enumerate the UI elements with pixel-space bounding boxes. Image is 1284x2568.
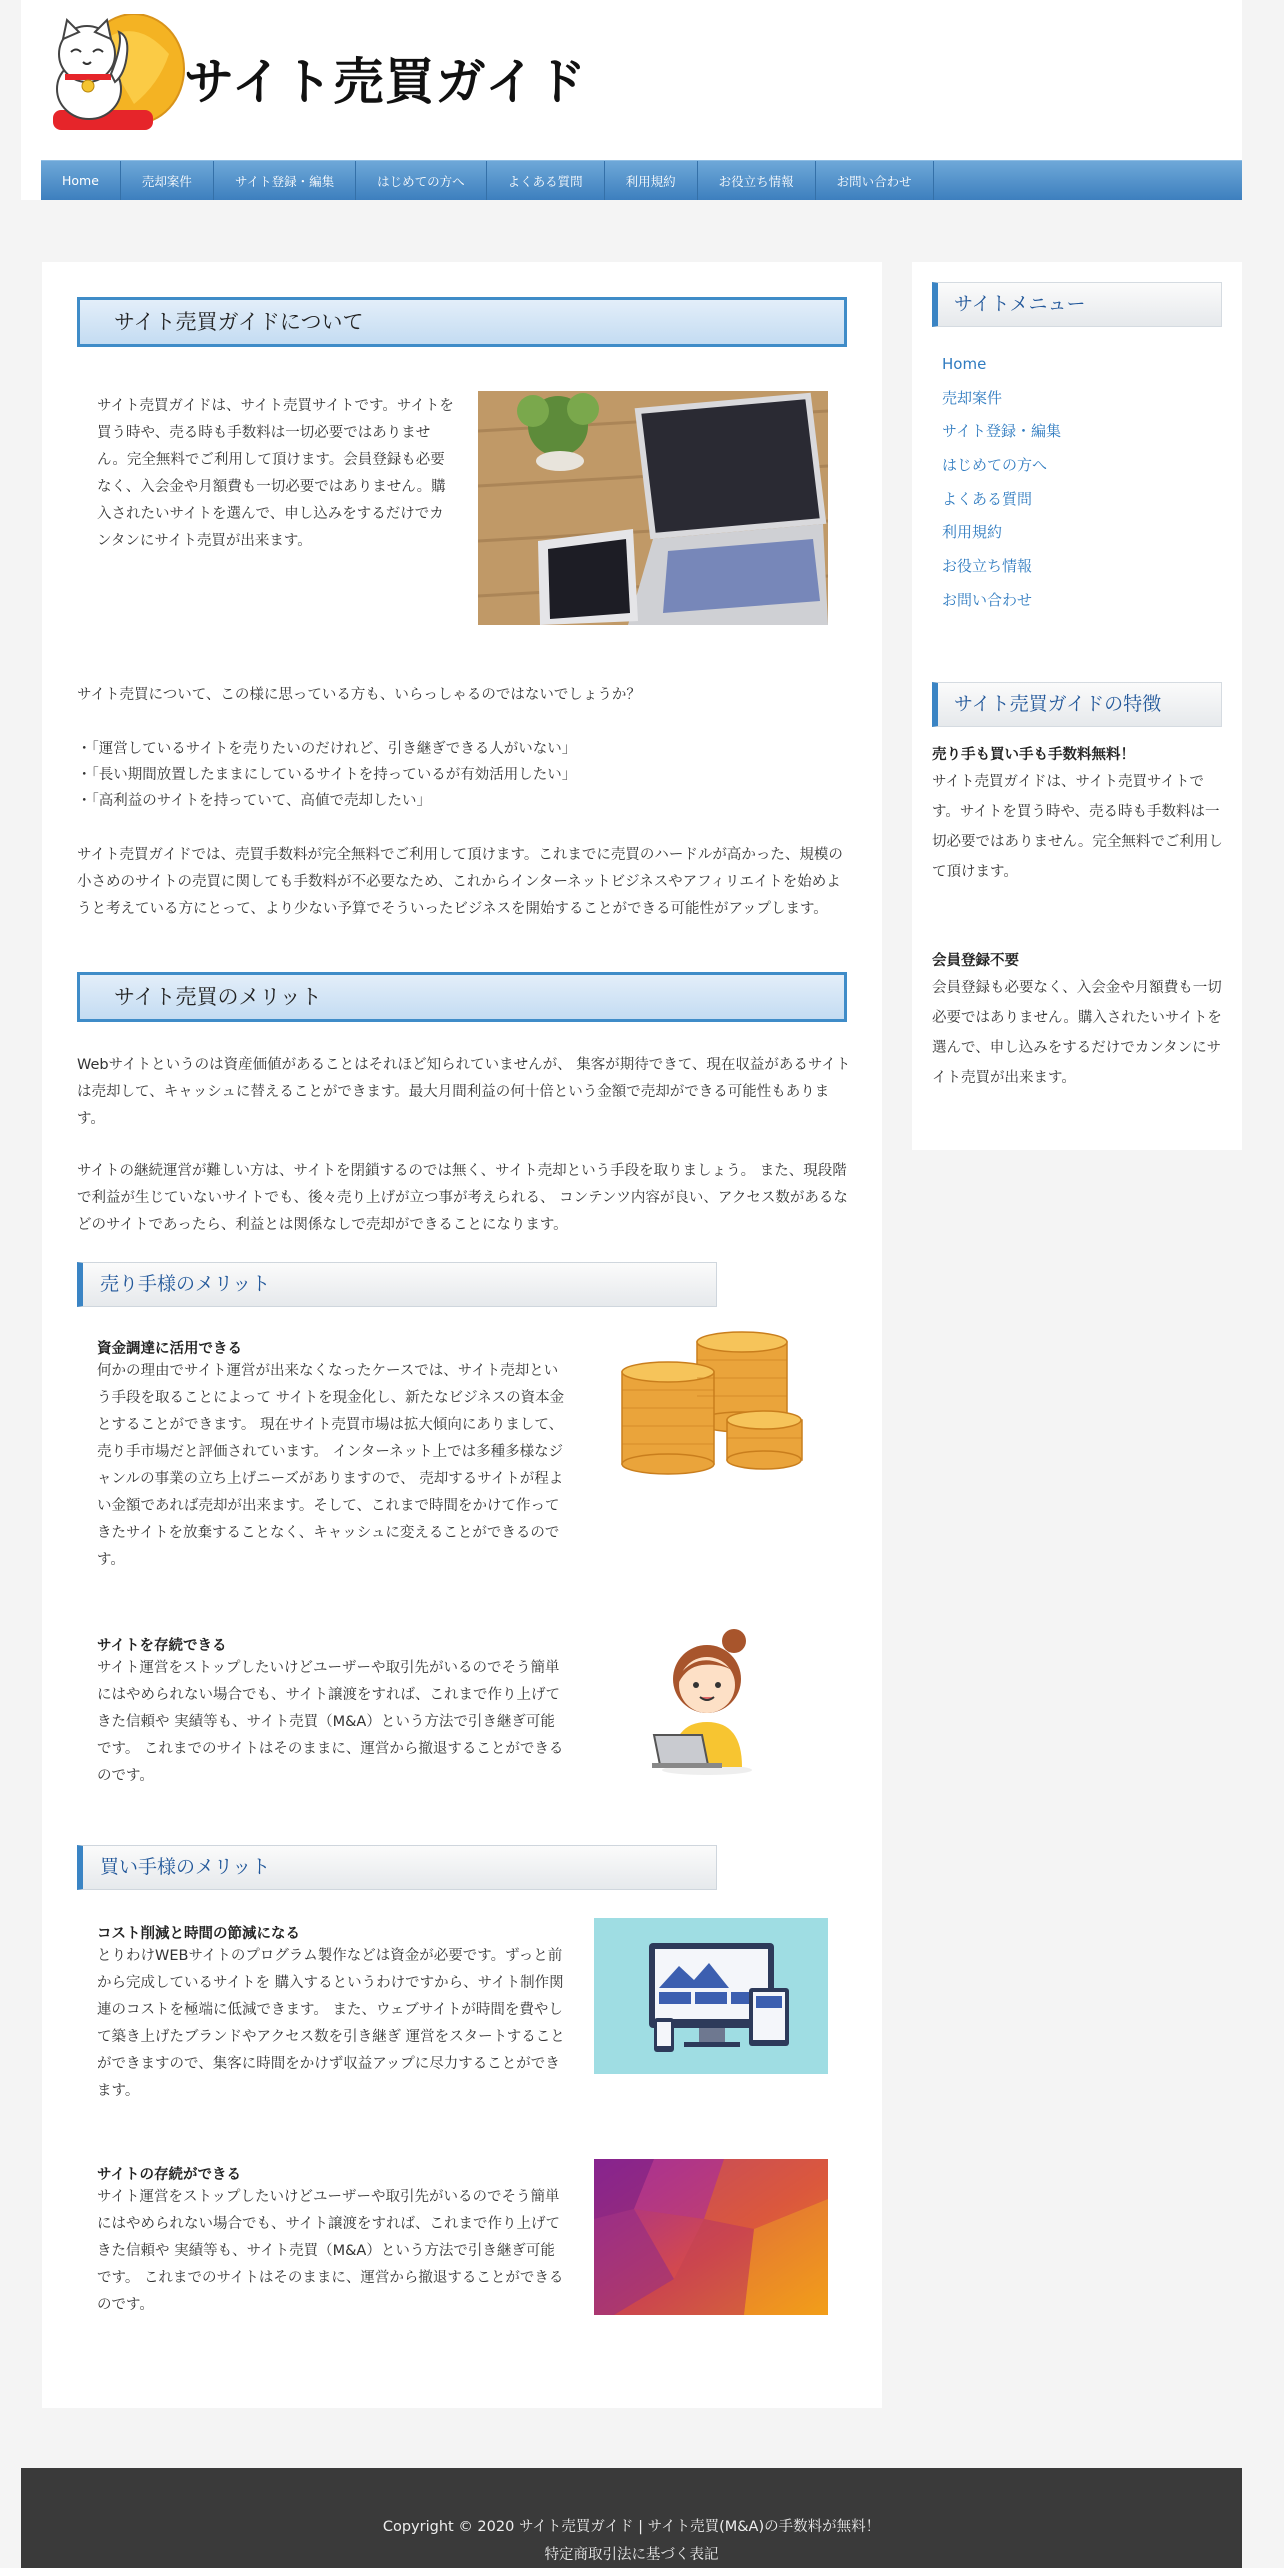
nav-item-contact[interactable]: お問い合わせ bbox=[816, 161, 934, 200]
woman-laptop-illustration bbox=[642, 1627, 772, 1777]
merit-heading: サイト売買のメリット bbox=[77, 972, 847, 1022]
sidebar-item-terms[interactable]: 利用規約 bbox=[942, 523, 1003, 542]
question-text: サイト売買について、この様に思っている方も、いらっしゃるのではないでしょうか？ bbox=[77, 687, 641, 703]
buyer-item-text: サイト運営をストップしたいけどユーザーや取引先がいるのでそう簡単にはやめられない場合でも、サイト譲渡をすれば、これまで作り上げてきた信頼や 実績等も、サイト売買（M&A）という方法で引き継ぎ可能です。 これまでのサイトはそのままに、運営から撤退することができるのです。 bbox=[97, 2189, 564, 2313]
seller-item-title: サイトを存続できる bbox=[97, 1638, 227, 1654]
feature-title: 会員登録不要 bbox=[932, 953, 1019, 969]
sidebar-item-tips[interactable]: お役立ち情報 bbox=[942, 557, 1033, 576]
sidebar-menu bbox=[942, 348, 1061, 618]
responsive-devices-illustration bbox=[594, 1918, 828, 2074]
about-text: サイト売買ガイドは、サイト売買サイトです。サイトを買う時や、売る時も手数料は一切必要ではありません。完全無料でご利用して頂けます。会員登録も必要なく、入会金や月額費も一切必要ではありません。購入されたいサイトを選んで、申し込みをするだけでカンタンにサイト売買が出来ます。 bbox=[97, 398, 454, 549]
feature-text: サイト売買ガイドは、サイト売買サイトです。サイトを買う時や、売る時も手数料は一切必要ではありません。完全無料でご利用して頂けます。 bbox=[932, 774, 1223, 880]
nav-item-home[interactable]: Home bbox=[41, 161, 121, 200]
global-nav bbox=[41, 160, 1242, 200]
maneki-neko-icon bbox=[39, 14, 189, 134]
sidebar-feature-heading: サイト売買ガイドの特徴 bbox=[932, 682, 1222, 727]
sidebar-item-listings[interactable]: 売却案件 bbox=[942, 388, 1003, 407]
nav-item-register[interactable]: サイト登録・編集 bbox=[214, 161, 356, 200]
intro-text: サイト売買ガイドでは、売買手数料が完全無料でご利用して頂けます。これまでに売買のハードルが高かった、規模の小さめのサイトの売買に関しても手数料が不必要なため、これからインターネットビジネスやアフィリエイトを始めようと考えている方にとって、より少ない予算でそういったビジネスを開始することができる可能性がアップします。 bbox=[77, 847, 843, 917]
seller-item-title: 資金調達に活用できる bbox=[97, 1341, 242, 1357]
nav-item-listings[interactable]: 売却案件 bbox=[121, 161, 214, 200]
about-heading: サイト売買ガイドについて bbox=[77, 297, 847, 347]
sidebar-menu-heading: サイトメニュー bbox=[932, 282, 1222, 327]
site-logo[interactable] bbox=[39, 14, 599, 134]
sidebar-item-contact[interactable]: お問い合わせ bbox=[942, 590, 1033, 609]
site-header bbox=[21, 0, 1242, 200]
merit-paragraph-2: サイトの継続運営が難しい方は、サイトを閉鎖するのでは無く、サイト売却という手段を取りましょう。 また、現段階で利益が生じていないサイトでも、後々売り上げが立つ事が考えられる、 コンテンツ内容が良い、アクセス数があるなどのサイトであったら、利益とは関係なしで売却ができることになります。 bbox=[77, 1163, 848, 1233]
abstract-gradient-image bbox=[594, 2159, 828, 2315]
bullet-item: ・「長い期間放置したままにしているサイトを持っているが有効活用したい」 bbox=[77, 767, 577, 783]
nav-item-faq[interactable]: よくある質問 bbox=[487, 161, 605, 200]
copyright-text: Copyright © 2020 サイト売買ガイド | サイト売買(M&A)の手数料が無料！ bbox=[382, 2519, 881, 2535]
site-footer bbox=[21, 2468, 1242, 2568]
buyer-merit-heading: 買い手様のメリット bbox=[77, 1845, 717, 1890]
law-notice-link[interactable]: 特定商取引法に基づく表記 bbox=[544, 2547, 719, 2563]
sidebar-item-home[interactable]: Home bbox=[942, 355, 987, 373]
feature-text: 会員登録も必要なく、入会金や月額費も一切必要ではありません。購入されたいサイトを選んで、申し込みをするだけでカンタンにサイト売買が出来ます。 bbox=[932, 980, 1222, 1086]
main-content bbox=[42, 262, 882, 2408]
nav-item-beginners[interactable]: はじめての方へ bbox=[356, 161, 487, 200]
site-title: サイト売買ガイド bbox=[184, 53, 587, 111]
seller-item-text: サイト運営をストップしたいけどユーザーや取引先がいるのでそう簡単にはやめられない場合でも、サイト譲渡をすれば、これまで作り上げてきた信頼や 実績等も、サイト売買（M&A）という方法で引き継ぎ可能です。 これまでのサイトはそのままに、運営から撤退することができるのです。 bbox=[97, 1660, 564, 1784]
nav-item-terms[interactable]: 利用規約 bbox=[605, 161, 698, 200]
seller-item-text: 何かの理由でサイト運営が出来なくなったケースでは、サイト売却という手段を取ることによって サイトを現金化し、新たなビジネスの資本金とすることができます。 現在サイト売買市場は拡大傾向にありまして、売り手市場だと評価されています。 インターネット上では多種多様なジャンルの事業の立ち上げニーズがありますので、 売却するサイトが程よい金額であれば売却が出来ます。そして、これまで時間をかけて作ってきたサイトを放棄することなく、キャッシュに変えることができるのです。 bbox=[97, 1363, 565, 1568]
buyer-item-text: とりわけWEBサイトのプログラム製作などは資金が必要です。ずっと前から完成しているサイトを 購入するというわけですから、サイト制作関連のコストを極端に低減できます。 また、ウェブサイトが時間を費やして築き上げたブランドやアクセス数を引き継ぎ 運営をスタートすることができますので、集客に時間をかけず収益アップに尽力することができます。 bbox=[97, 1948, 565, 2099]
nav-item-tips[interactable]: お役立ち情報 bbox=[698, 161, 816, 200]
bullet-item: ・「高利益のサイトを持っていて、高値で売却したい」 bbox=[77, 793, 431, 809]
laptop-photo bbox=[478, 391, 828, 625]
sidebar bbox=[912, 262, 1242, 1150]
coins-illustration bbox=[612, 1330, 812, 1480]
buyer-item-title: コスト削減と時間の節減になる bbox=[97, 1926, 300, 1942]
merit-paragraph-1: Webサイトというのは資産価値があることはそれほど知られていませんが、 集客が期待できて、現在収益があるサイトは売却して、キャッシュに替えることができます。最大月間利益の何十倍という金額で売却ができる可能性もあります。 bbox=[77, 1057, 851, 1127]
bullet-item: ・「運営しているサイトを売りたいのだけれど、引き継ぎできる人がいない」 bbox=[77, 741, 577, 757]
sidebar-item-register[interactable]: サイト登録・編集 bbox=[942, 422, 1061, 441]
seller-merit-heading: 売り手様のメリット bbox=[77, 1262, 717, 1307]
feature-title: 売り手も買い手も手数料無料！ bbox=[932, 747, 1135, 763]
sidebar-item-faq[interactable]: よくある質問 bbox=[942, 489, 1033, 508]
buyer-item-title: サイトの存続ができる bbox=[97, 2167, 241, 2183]
sidebar-item-beginners[interactable]: はじめての方へ bbox=[942, 456, 1048, 475]
